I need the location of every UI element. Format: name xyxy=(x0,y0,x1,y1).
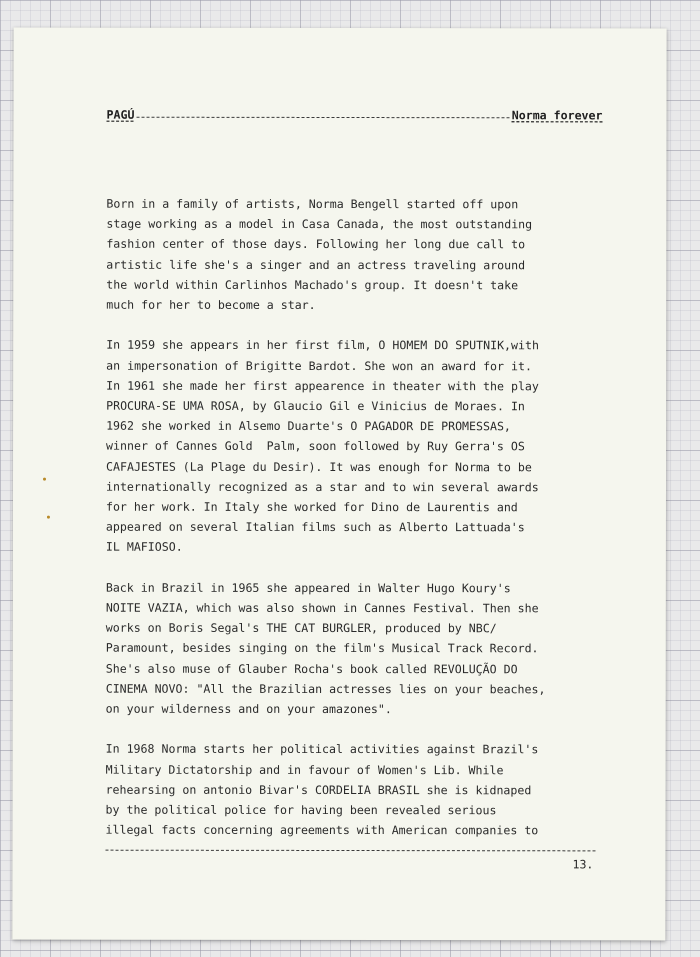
text-line: internationally recognized as a star and to win several awards xyxy=(105,479,539,495)
text-line: fashion center of those days. Following her long due call to xyxy=(106,237,526,252)
text-line: In 1968 Norma starts her political activities against Brazil's xyxy=(105,742,539,757)
text-line: by the political police for having been revealed serious xyxy=(105,802,497,818)
stain-mark xyxy=(47,516,50,519)
paragraph-3 xyxy=(106,578,616,720)
header-left-title: PAGÚ xyxy=(106,107,135,122)
text-line: stage working as a model in Casa Canada, the most outstanding xyxy=(106,216,533,232)
text-line: In 1961 she made her first appearence in theater with the play xyxy=(106,378,539,394)
text-line: IL MAFIOSO. xyxy=(105,540,183,555)
text-line: artistic life she's a singer and an actress traveling around xyxy=(106,257,526,272)
header-dashed-rule xyxy=(136,117,509,119)
text-line: Back in Brazil in 1965 she appeared in Walter Hugo Koury's xyxy=(105,580,511,596)
text-line: winner of Cannes Gold Palm, soon followed by Ruy Gerra's OS xyxy=(106,439,525,454)
text-line: Born in a family of artists, Norma Bengell started off upon xyxy=(106,196,519,212)
paragraph-1 xyxy=(106,194,616,316)
text-line: Paramount, besides singing on the film's Musical Track Record. xyxy=(105,641,539,656)
text-line: the world within Carlinhos Machado's group. It doesn't take xyxy=(106,277,519,293)
text-line: much for her to become a star. xyxy=(106,297,316,312)
text-line: CINEMA NOVO: "All the Brazilian actresses lies on your beaches, xyxy=(105,681,546,697)
text-line: PROCURA-SE UMA ROSA, by Glaucio Gil e Vinicius de Moraes. In xyxy=(106,398,525,414)
text-line: 1962 she worked in Alsemo Duarte's O PAGADOR DE PROMESSAS, xyxy=(106,418,511,434)
text-line: rehearsing on antonio Bivar's CORDELIA BRASIL she is kidnaped xyxy=(105,782,532,798)
text-line: for her work. In Italy she worked for Dino de Laurentis and xyxy=(105,499,518,515)
text-line: CAFAJESTES (La Plage du Desir). It was enough for Norma to be xyxy=(106,459,532,474)
document-page xyxy=(12,28,666,941)
text-line: NOITE VAZIA, which was also shown in Cannes Festival. Then she xyxy=(105,600,539,616)
text-line: works on Boris Segal's THE CAT BURGLER, produced by NBC/ xyxy=(105,620,497,636)
paragraph-2 xyxy=(106,335,616,558)
text-line: She's also muse of Glauber Rocha's book called REVOLUÇÃO DO xyxy=(105,661,518,676)
text-line: In 1959 she appears in her first film, O HOMEM DO SPUTNIK,with xyxy=(106,338,539,353)
text-line: appeared on several Italian films such as Alberto Lattuada's xyxy=(105,519,525,535)
text-line: illegal facts concerning agreements with American companies to xyxy=(105,822,539,838)
text-line: on your wilderness and on your amazones". xyxy=(105,701,392,717)
body-text xyxy=(105,194,616,861)
stain-mark xyxy=(43,478,46,481)
paragraph-4 xyxy=(106,739,616,841)
text-line: an impersonation of Brigitte Bardot. She won an award for it. xyxy=(106,358,532,373)
running-header xyxy=(107,108,603,123)
text-line: Military Dictatorship and in favour of Women's Lib. While xyxy=(105,762,504,777)
header-right-title: Norma forever xyxy=(511,108,603,123)
page-number: 13. xyxy=(572,857,594,872)
